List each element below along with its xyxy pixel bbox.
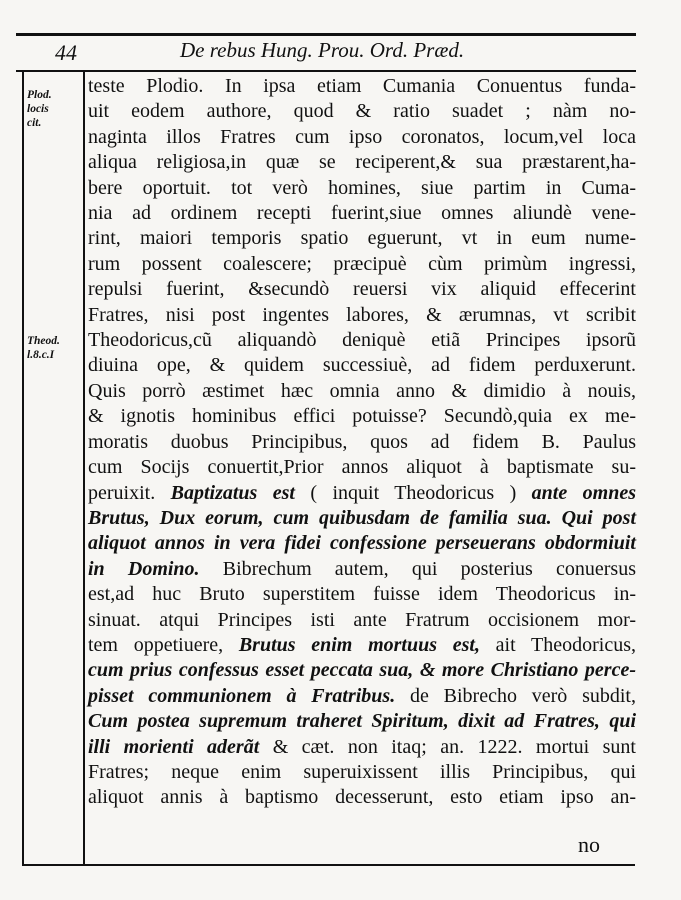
text-line [88,277,636,302]
text-line [88,125,636,150]
text-line [88,404,636,429]
text-segment: tem oppetiuere, [88,633,239,656]
text-segment: & cæt. non itaq; an. 1222. mortui sunt [259,735,636,758]
text-segment: diuina ope, & quidem successiuè, ad fidem perduxerunt. [88,354,636,377]
main-text-column [88,74,636,811]
text-line [88,455,636,480]
text-segment: moratis duobus Principibus, quos ad fidem B. Paulus [88,430,636,453]
text-segment: Quis porrò æstimet hæc omnia anno & dimidio à nouis, [88,379,636,402]
text-line [88,99,636,124]
text-line [88,735,636,760]
text-segment: Fratres; neque enim superuixissent illis Principibus, qui [88,760,636,783]
text-segment: naginta illos Fratres cum ipso coronatos, locum,vel loca [88,125,636,148]
text-line [88,785,636,810]
margin-note-theodoricus [27,334,83,362]
text-line [88,531,636,556]
italic-quote-segment: Brutus, Dux eorum, cum quibusdam de familia sua. Qui post [88,506,636,529]
catchword: no [578,832,600,857]
text-line [88,557,636,582]
text-line [88,353,636,378]
text-line [88,150,636,175]
text-segment: & ignotis hominibus effici potuisse? Secundò,quia ex me- [88,405,636,428]
text-segment: Theodoricus,cũ aliquandò deniquè etiã Principes ipsorũ [88,329,636,352]
text-segment: de Bibrecho verò subdit, [395,684,636,707]
text-line [88,252,636,277]
outer-margin-rule [22,70,24,865]
italic-quote-segment: pisset communionem à Fratribus. [88,684,396,707]
text-line [88,379,636,404]
text-line [88,582,636,607]
text-line [88,633,636,658]
text-segment: ait Theodoricus, [479,633,636,656]
italic-quote-segment: in Domino. [88,557,200,580]
italic-quote-segment: ante omnes [531,481,636,504]
page-number: 44 [55,40,77,65]
text-line [88,226,636,251]
text-segment: bere oportuit. tot verò homines, siue partim in Cuma- [88,176,636,199]
text-line [88,74,636,99]
text-segment: teste Plodio. In ipsa etiam Cumania Conuentus funda- [88,75,636,97]
text-segment: rum possent coalescere; præcipuè cùm primùm ingressi, [88,252,636,275]
italic-quote-segment: illi morienti aderãt [88,735,260,758]
text-segment: est,ad huc Bruto superstitem fuisse idem Theodoricus in- [88,583,636,606]
italic-quote-segment: Brutus enim mortuus est, [238,633,480,656]
text-frame-bottom-rule [22,864,635,866]
margin-separator-rule [83,70,85,865]
text-line [88,176,636,201]
margin-note-plodius [27,88,83,130]
text-line [88,328,636,353]
text-line [88,506,636,531]
text-segment: rint, maiori temporis spatio eguerunt, vt in eum nume- [88,227,636,250]
italic-quote-segment: Baptizatus est [170,481,295,504]
header-rule [16,33,636,36]
text-line [88,430,636,455]
margin-note-line: Theod. [27,335,60,347]
margin-note-line: locis [27,103,49,115]
text-line [88,481,636,506]
text-line [88,709,636,734]
text-segment: repulsi fuerint, &secundò reuersi vix aliquid effecerint [88,278,636,301]
margin-note-line: Plod. [27,89,52,101]
text-frame-top-rule [16,70,636,72]
margin-note-line: l.8.c.I [27,349,55,361]
text-line [88,684,636,709]
italic-quote-segment: Cum postea supremum traheret Spiritum, dixit ad Fratres, qui [88,710,636,733]
text-line [88,201,636,226]
text-segment: aliqua religiosa,in quæ se reciperent,& sua præstarent,ha- [88,151,636,174]
italic-quote-segment: cum prius confessus esset peccata sua, & more Christiano perce- [88,659,636,682]
text-line [88,303,636,328]
text-line [88,608,636,633]
text-segment: sinuat. atqui Principes isti ante Fratrum occisionem mor- [88,608,636,631]
text-line [88,760,636,785]
text-line [88,658,636,683]
text-segment: uit eodem authore, quod & ratio suadet ; nàm no- [88,100,636,123]
italic-quote-segment: aliquot annos in vera fidei confessione perseuerans obdormiuit [88,532,636,555]
text-segment: nia ad ordinem recepti fuerint,siue omnes aliundè vene- [88,202,636,225]
text-segment: Bibrechum autem, qui posterius conuersus [199,557,637,580]
text-segment: aliquot annis à baptismo decesserunt, esto etiam ipso an- [88,786,636,809]
text-segment: Fratres, nisi post ingentes labores, & ærumnas, vt scribit [88,303,636,326]
text-segment: cum Socijs conuertit,Prior annos aliquot à baptismate su- [88,456,636,479]
margin-note-line: cit. [27,117,42,129]
text-segment: ( inquit Theodoricus ) [294,481,532,504]
text-segment: peruixit. [88,481,171,504]
running-head: De rebus Hung. Prou. Ord. Præd. [180,38,465,62]
